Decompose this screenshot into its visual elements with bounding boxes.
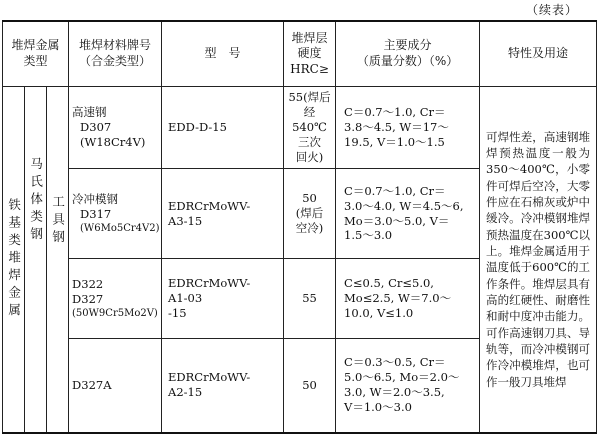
features-cell: 可焊性差，高速钢堆焊预热温度一般为 350～400℃，小零件可焊后空冷，大零件应在石棉灰或炉中缓冷。冷冲模钢堆焊预热温度在300℃以上。堆焊金属适用于温度低于600℃的工作条件。堆焊层具有高的红硬性、耐磨性和耐中度冲击能力。可作高速钢刀具、导轨等，而冷冲模钢可作冷冲模堆焊，也可作一般刀具堆焊 [480, 87, 597, 433]
hardness-cell: 50 (焊后 空冷) [284, 169, 336, 259]
hardness-cell: 50 [284, 339, 336, 433]
header-composition: 主要成分 （质量分数）（%） [336, 21, 480, 87]
material-cell: D327A [69, 339, 162, 433]
header-features: 特性及用途 [480, 21, 597, 87]
header-material: 堆焊材料牌号 （合金类型） [69, 21, 162, 87]
composition-cell: C＝0.7～1.0, Cr＝ 3.0～4.0, W＝4.5～6, Mo＝3.0～5.0, V＝ 1.5～3.0 [336, 169, 480, 259]
model-cell: EDRCrMoWV- A3-15 [162, 169, 284, 259]
category-level1: 铁基类堆焊金属 [3, 87, 25, 433]
table-row [3, 87, 597, 169]
header-model: 型 号 [162, 21, 284, 87]
hardfacing-table [2, 20, 597, 434]
composition-cell: C＝0.7～1.0, Cr＝ 3.8～4.5, W＝17～ 19.5, V＝1.0～1.5 [336, 87, 480, 169]
material-cell: 高速钢 D307 (W18Cr4V) [69, 87, 162, 169]
composition-cell: C≤0.5, Cr≤5.0, Mo≤2.5, W＝7.0～ 10.0, V≤1.0 [336, 259, 480, 339]
composition-cell: C＝0.3～0.5, Cr＝ 5.0～6.5, Mo＝2.0～ 3.0, W＝2.0～3.5, V＝1.0～3.0 [336, 339, 480, 433]
category-level3: 工具钢 [47, 87, 69, 433]
hardness-cell: 55(焊后 经 540℃ 三次 回火) [284, 87, 336, 169]
header-hardness: 堆焊层 硬度 HRC≥ [284, 21, 336, 87]
header-row [3, 21, 597, 87]
material-cell: D322 D327 (50W9Cr5Mo2V) [69, 259, 162, 339]
category-level2: 马氏体类钢 [25, 87, 47, 433]
model-cell: EDRCrMoWV- A2-15 [162, 339, 284, 433]
header-category: 堆焊金属 类型 [3, 21, 69, 87]
hardness-cell: 55 [284, 259, 336, 339]
material-cell: 冷冲模钢 D317 (W6Mo5Cr4V2) [69, 169, 162, 259]
continued-label: （续表） [525, 3, 578, 17]
model-cell: EDRCrMoWV- A1-03 -15 [162, 259, 284, 339]
model-cell: EDD-D-15 [162, 87, 284, 169]
